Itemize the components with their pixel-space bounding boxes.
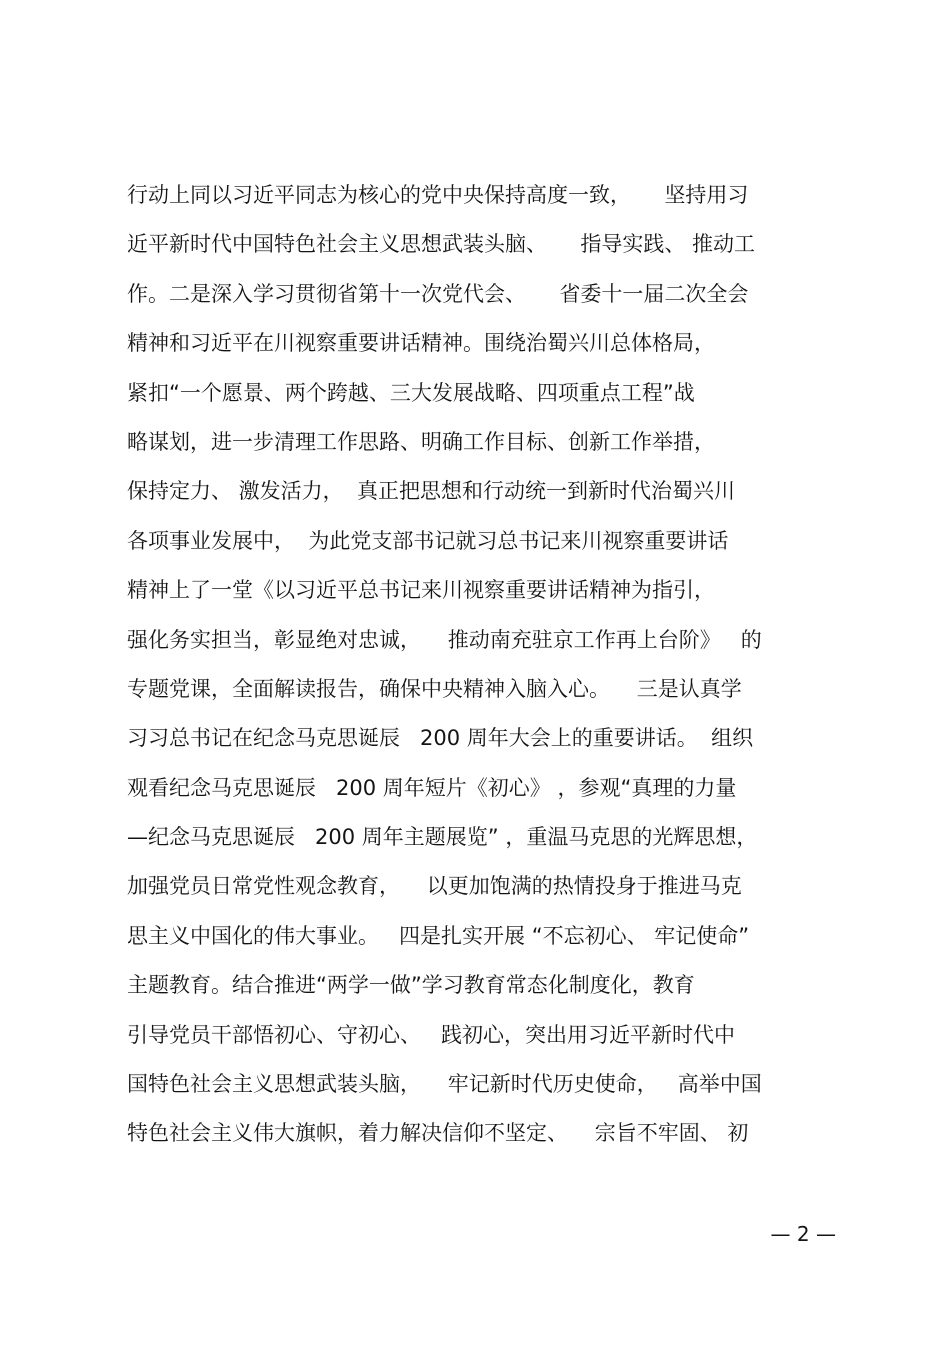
text-line: 略谋划，进一步清理工作思路、明确工作目标、创新工作举措， [127,429,715,454]
text-line: 国特色社会主义思想武装头脑， 牢记新时代历史使命， 高举中国 [127,1072,762,1097]
text-line: 紧扣“一个愿景、两个跨越、三大发展战略、四项重点工程”战 [127,380,695,405]
body-paragraph [127,172,837,1160]
page-number: — 2 — [770,1222,836,1246]
text-line: 习习总书记在纪念马克思诞辰 200 周年大会上的重要讲话。 组织 [127,726,754,751]
text-line: 近平新时代中国特色社会主义思想武装头脑、 指导实践、 推动工 [127,232,756,257]
text-line: 精神上了一堂《以习近平总书记来川视察重要讲话精神为指引， [127,578,715,603]
text-line: 观看纪念马克思诞辰 200 周年短片《初心》 ，参观“真理的力量 [127,775,737,800]
text-line: 精神和习近平在川视察重要讲话精神。围绕治蜀兴川总体格局， [127,331,715,356]
text-line: 引导党员干部悟初心、守初心、 践初心，突出用习近平新时代中 [127,1022,736,1047]
text-line: 作。二是深入学习贯彻省第十一次党代会、 省委十一届二次全会 [127,281,749,306]
text-line: 行动上同以习近平同志为核心的党中央保持高度一致， 坚持用习 [127,183,749,207]
text-line: 各项事业发展中， 为此党支部书记就习总书记来川视察重要讲话 [127,528,729,553]
text-line: 主题教育。结合推进“两学一做”学习教育常态化制度化，教育 [127,973,695,998]
text-line: 特色社会主义伟大旗帜，着力解决信仰不坚定、 宗旨不牢固、 初 [127,1121,749,1146]
text-line: —纪念马克思诞辰 200 周年主题展览” ，重温马克思的光辉思想， [127,825,758,850]
text-line: 加强党员日常党性观念教育， 以更加饱满的热情投身于推进马克 [127,874,742,899]
text-line: 保持定力、 激发活力， 真正把思想和行动统一到新时代治蜀兴川 [127,479,736,504]
text-line: 强化务实担当，彰显绝对忠诚， 推动南充驻京工作再上台阶》 的 [127,627,762,652]
text-line: 专题党课，全面解读报告，确保中央精神入脑入心。 三是认真学 [127,676,742,701]
text-line: 思主义中国化的伟大事业。 四是扎实开展 “不忘初心、 牢记使命” [127,923,750,948]
